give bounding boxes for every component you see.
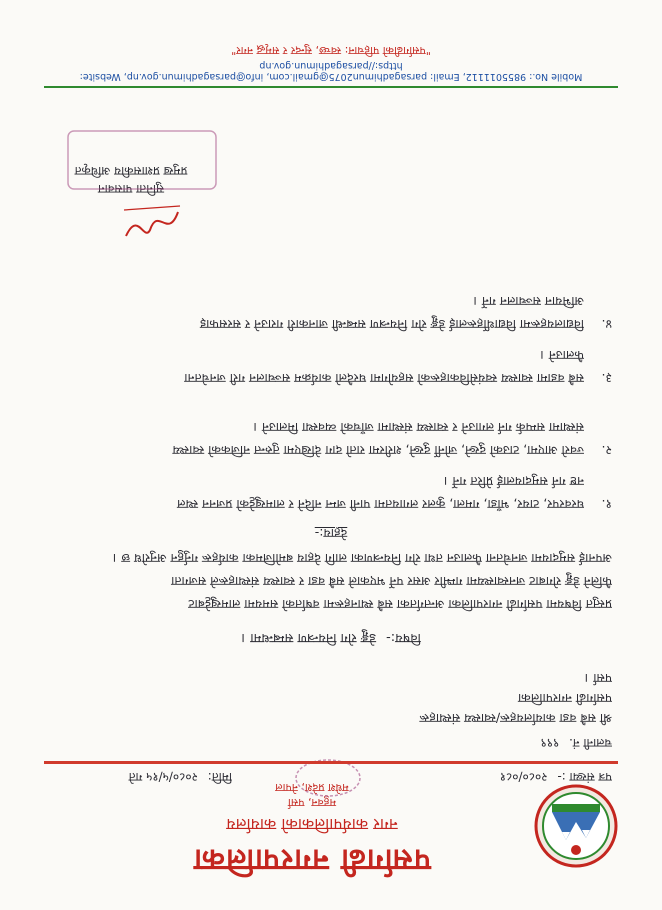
address-line-2: मधेश प्रदेश, नेपाल — [275, 781, 349, 794]
subject-text: डेङ्गु रोग नियन्त्रण सम्बन्धमा । — [241, 630, 376, 645]
point-line: सबै वडामा स्वास्थ्य स्वयंसेविकाहरूको सहयोगमा घरदैलो कार्यक्रम सञ्चालन गरी जनचेतना — [184, 371, 584, 386]
ref-value: २०८०/०८१ — [499, 770, 548, 784]
office-stamp-icon — [294, 758, 362, 798]
recipient-block — [420, 668, 612, 728]
signature-icon — [116, 200, 186, 250]
point-number: ३. — [601, 371, 612, 386]
date-field — [129, 769, 232, 786]
subject-label: विषय:- — [386, 630, 421, 645]
letterhead-subtitle: नगर कार्यपालिकाको कार्यालय — [226, 815, 398, 834]
point-number: ४. — [601, 317, 612, 332]
point-item — [46, 290, 612, 336]
point-line: अभियान सञ्चालन गर्ने । — [473, 294, 584, 309]
points-label: देहाय:- — [314, 526, 348, 541]
point-item — [46, 416, 612, 462]
letterhead-title: पर्सागढी नगरपालिका — [193, 842, 431, 877]
ref-label: पत्र संख्या :- — [557, 770, 612, 784]
signatory-title: प्रमुख प्रशासकीय अधिकृत — [74, 164, 188, 178]
intro-line: फैलिने डेङ्गु रोगबाट जनस्वास्थ्यमा गम्भीर असर पर्ने भएकाले सबै वडा र स्वास्थ्य संस्थाहरूले सजगता — [171, 574, 612, 589]
recipient-line-1: श्री सबै वडा कार्यालयहरू/स्वास्थ्य संस्थाहरू — [419, 711, 612, 726]
date-label: मिति: — [207, 770, 232, 784]
ref-number — [500, 769, 612, 786]
subject-line — [0, 630, 662, 648]
point-item — [46, 470, 612, 516]
recipient-line-3: पर्सा । — [584, 671, 612, 686]
footer-divider — [44, 86, 618, 88]
intro-line: प्रस्तुत विषयमा पर्सागढी नगरपालिका अन्तर्गतका सबै स्थानहरूमा वर्षातको समयमा लामखुट्टेबाट — [188, 597, 612, 612]
point-line: संस्थामा सम्पर्क गर्न लगाउने र स्वास्थ्य संस्थामा जाँचको व्यवस्था मिलाउने । — [253, 420, 584, 435]
dispatch-value: ९९९ — [540, 736, 560, 750]
recipient-line-2: पर्सागढी नगरपालिका — [517, 691, 612, 706]
point-line: फैलाउने । — [540, 348, 584, 363]
point-line: घरवरपर, टायर, भाँडा, गमला, कुलर लगायतमा पानी जम्न नदिने र लामखुट्टेको प्रजनन स्थल — [177, 497, 584, 512]
point-line: ज्वरो आएमा, टाउको दुख्ने, जोर्नी दुख्ने, शरीरमा रातो दाग देखिएमा तुरुन्त नजिकको स्वास्थ्य — [172, 443, 584, 458]
footer-contact: Mobile No.: 9855011112, Email: parsagadhimun2075@gmail.com, info@parsagadhimun.gov.np, Website: https://parsagadhimun.gov.np — [79, 60, 583, 82]
point-line: नष्ट गर्न समुदायलाई प्रेरित गर्ने । — [443, 474, 584, 489]
point-item — [46, 344, 612, 390]
dispatch-label: चलानी नं. — [569, 736, 612, 750]
footer-slogan: "पर्सागढीको पहिचान: स्वच्छ, सुन्दर र समृद्ध नगर" — [231, 44, 431, 57]
municipality-logo-icon — [534, 784, 618, 868]
point-number: १. — [601, 497, 612, 512]
signatory-name: सुनिता पासवान — [97, 182, 165, 196]
signature-stamp-icon — [62, 125, 222, 195]
intro-paragraph — [46, 547, 612, 616]
dispatch-number — [541, 735, 612, 752]
address-line-1: महुवन, पर्सा — [287, 796, 337, 809]
point-number: २. — [601, 443, 612, 458]
date-value: २०८०/५/१५ गते — [128, 770, 198, 784]
intro-line: अपनाई समुदायमा जनचेतना फैलाउन तथा रोग नियन्त्रणका लागि देहाय बमोजिमका कार्यहरू गर्नुहुन अनुरोध छ । — [112, 551, 612, 566]
point-line: विद्यालयहरूमा विद्यार्थीहरूलाई डेङ्गु रोग नियन्त्रण सम्बन्धी जानकारी गराउने र सरसफाइ — [200, 317, 584, 332]
header-divider — [44, 761, 618, 764]
